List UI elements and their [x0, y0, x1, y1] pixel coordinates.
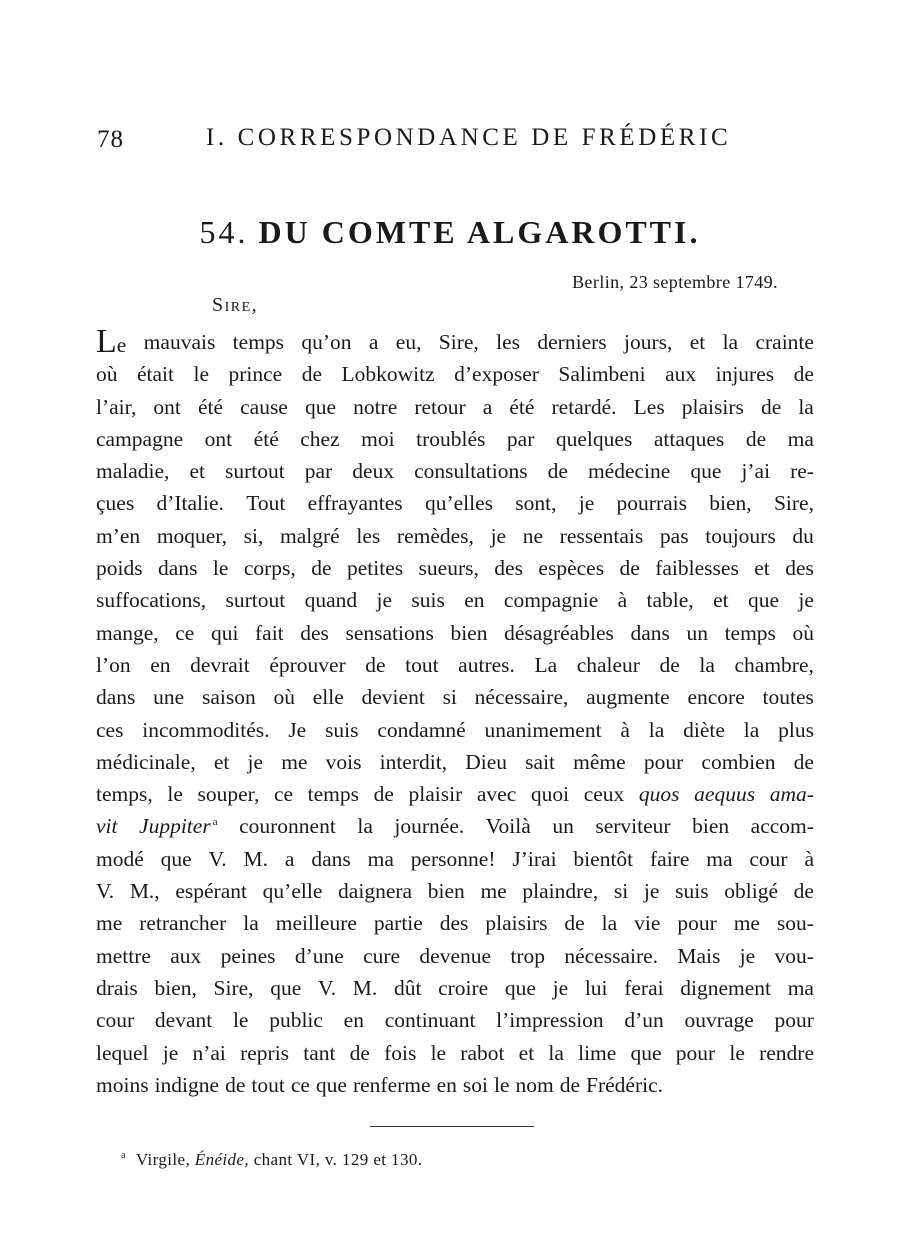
body-line: l’on en devrait éprouver de tout autres. La chaleur de la chambre, [96, 652, 814, 677]
body-line: moins indigne de tout ce que renferme en soi le nom de Frédéric. [96, 1072, 664, 1097]
body-line: modé que V. M. a dans ma personne! J’irai bientôt faire ma cour à [96, 846, 814, 871]
letter-number: 54. [199, 214, 249, 250]
body-line: V. M., espérant qu’elle daignera bien me plaindre, si je suis obligé de [96, 879, 814, 904]
body-line: dans une saison où elle devient si nécessaire, augmente encore toutes [96, 685, 814, 710]
body-line: cour devant le public en continuant l’impression d’un ouvrage pour [96, 1008, 814, 1033]
body-line: lequel je n’ai repris tant de fois le rabot et la lime que pour le rendre [96, 1040, 814, 1065]
footnote-text-after: chant VI, v. 129 et 130. [253, 1150, 423, 1169]
body-line: Le mauvais temps qu’on a eu, Sire, les derniers jours, et la crainte [96, 326, 814, 358]
body-line: maladie, et surtout par deux consultations de médecine que j’ai re- [96, 459, 814, 484]
body-line: temps, le souper, ce temps de plaisir avec quoi ceux quos aequus ama- [96, 782, 814, 807]
body-line: me retrancher la meilleure partie des plaisirs de la vie pour me sou- [96, 911, 814, 936]
footnote-reference: a [212, 816, 218, 829]
drop-cap: L [96, 326, 117, 359]
letter-heading [0, 214, 900, 251]
body-line: l’air, ont été cause que notre retour a été retardé. Les plaisirs de la [96, 394, 814, 419]
footnote-mark: a [121, 1150, 126, 1161]
letter-body [96, 326, 814, 1101]
dateline: Berlin, 23 septembre 1749. [572, 272, 778, 292]
body-line: çues d’Italie. Tout effrayantes qu’elles sont, je pourrais bien, Sire, [96, 491, 814, 516]
body-line: m’en moquer, si, malgré les remèdes, je ne ressentais pas toujours du [96, 523, 814, 548]
body-line: mange, ce qui fait des sensations bien désagréables dans un temps où [96, 620, 814, 645]
body-line: vit Juppiter $^a$ couronnent la journée. Voilà un serviteur bien accom- [96, 814, 814, 839]
letter-title: DU COMTE ALGAROTTI. [258, 214, 701, 250]
body-line: médicinale, et je me vois interdit, Dieu sait même pour combien de [96, 749, 814, 774]
running-title: I. CORRESPONDANCE DE FRÉDÉRIC [206, 124, 732, 151]
body-line: poids dans le corps, de petites sueurs, des espèces de faiblesses et des [96, 556, 814, 581]
salutation: Sire, [212, 294, 259, 316]
footnote-work-title: Énéide, [194, 1150, 250, 1169]
footnote [121, 1150, 422, 1170]
page-number: 78 [97, 126, 124, 153]
footnote-text-before: Virgile, [135, 1150, 191, 1169]
body-line: drais bien, Sire, que V. M. dût croire que je lui ferai dignement ma [96, 975, 814, 1000]
body-line: suffocations, surtout quand je suis en compagnie à table, et que je [96, 588, 814, 613]
footnote-rule [370, 1126, 534, 1127]
body-line: mettre aux peines d’une cure devenue trop nécessaire. Mais je vou- [96, 943, 814, 968]
running-head [0, 120, 900, 156]
body-line: campagne ont été chez moi troublés par quelques attaques de ma [96, 426, 814, 451]
body-line: où était le prince de Lobkowitz d’exposer Salimbeni aux injures de [96, 362, 814, 387]
body-line: ces incommodités. Je suis condamné unanimement à la diète la plus [96, 717, 814, 742]
